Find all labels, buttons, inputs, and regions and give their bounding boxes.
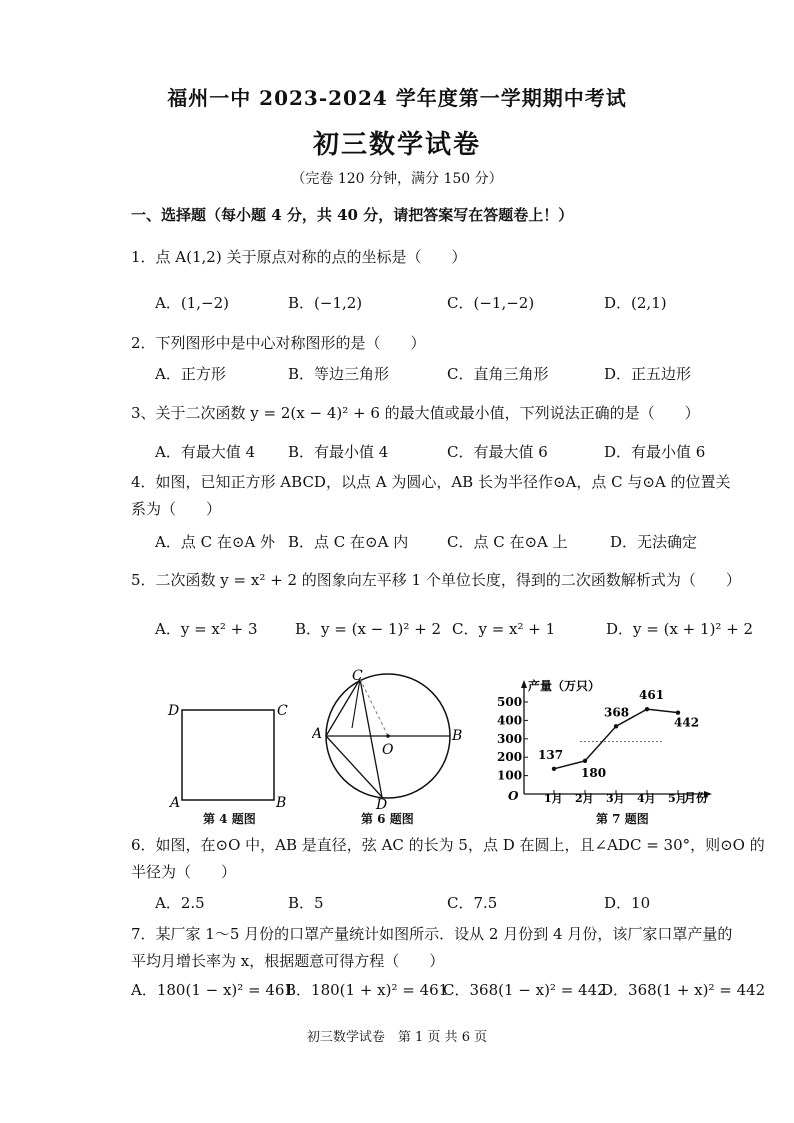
chart-origin-label: O	[508, 789, 519, 803]
fig6-label-d: D	[376, 797, 388, 811]
question-4-stem-line2: 系为（ ）	[131, 500, 222, 518]
fig4-caption: 第 4 题图	[203, 812, 256, 826]
page-footer: 初三数学试卷 第 1 页 共 6 页	[306, 1030, 488, 1045]
school-exam-title: 福州一中 2023-2024 学年度第一学期期中考试	[167, 86, 627, 110]
q4-option-c: C．点 C 在⊙A 上	[447, 533, 568, 551]
chart-data-point	[583, 759, 587, 763]
exam-subtitle: （完卷 120 分钟，满分 150 分）	[291, 171, 503, 187]
chart-data-point	[645, 707, 649, 711]
fig4-label-c: C	[277, 703, 288, 719]
fig7-caption: 第 7 题图	[596, 812, 649, 826]
chart-x-tick-label: 1月	[544, 792, 563, 805]
q5-option-b: B．y = (x − 1)² + 2	[295, 620, 442, 638]
question-6-stem-line2: 半径为（ ）	[131, 863, 237, 881]
question-7-stem-line2: 平均月增长率为 x，根据题意可得方程（ ）	[131, 952, 445, 970]
chart-data-point	[614, 724, 618, 728]
question-5-stem: 5．二次函数 y = x² + 2 的图象向左平移 1 个单位长度，得到的二次函数解析式为（ ）	[131, 571, 741, 589]
q6-option-b: B．5	[288, 894, 324, 912]
figure-4-square	[165, 695, 295, 815]
question-7-stem-line1: 7．某厂家 1～5 月份的口罩产量统计如图所示．设从 2 月份到 4 月份，该厂家口罩产量的	[131, 925, 733, 943]
chart-data-label: 180	[581, 765, 607, 780]
q3-option-b: B．有最小值 4	[288, 443, 389, 461]
figure-7-line-chart	[488, 672, 720, 810]
q5-option-d: D．y = (x + 1)² + 2	[606, 620, 754, 638]
q2-option-c: C．直角三角形	[447, 365, 549, 383]
chart-x-tick-label: 3月	[606, 792, 625, 805]
chart-y-tick-label: 500	[497, 695, 523, 709]
q1-option-a: A．(1,−2)	[155, 294, 229, 312]
fig6-label-o: O	[382, 742, 394, 758]
chart-y-tick-label: 300	[497, 731, 523, 746]
chart-data-point	[552, 767, 556, 771]
q6-option-d: D．10	[604, 894, 651, 912]
chord-cd	[360, 679, 382, 797]
fig6-label-b: B	[452, 728, 463, 744]
fig6-caption: 第 6 题图	[361, 812, 414, 826]
chart-y-tick-label: 200	[497, 750, 523, 765]
q4-option-a: A．点 C 在⊙A 外	[155, 533, 276, 551]
q3-option-a: A．有最大值 4	[155, 443, 256, 461]
section-heading: 一、选择题（每小题 4 分，共 40 分，请把答案写在答题卷上！）	[131, 206, 574, 224]
q5-option-a: A．y = x² + 3	[155, 620, 258, 638]
fig4-label-a: A	[170, 795, 181, 811]
q2-option-a: A．正方形	[155, 365, 226, 383]
q2-option-b: B．等边三角形	[288, 365, 390, 383]
q1-option-b: B．(−1,2)	[288, 294, 363, 312]
q7-option-b: B．180(1 + x)² = 461	[285, 981, 449, 999]
chart-data-point	[676, 710, 680, 714]
dashed-co	[360, 679, 388, 736]
exam-title: 初三数学试卷	[312, 130, 481, 160]
q2-option-d: D．正五边形	[604, 365, 692, 383]
chart-data-label: 137	[538, 747, 564, 762]
q1-option-d: D．(2,1)	[604, 294, 667, 312]
q7-option-c: C．368(1 − x)² = 442	[443, 981, 607, 999]
q5-option-c: C．y = x² + 1	[452, 620, 556, 638]
chart-x-label: 月份	[684, 791, 709, 805]
chart-y-axis-arrow	[521, 680, 527, 688]
q6-option-a: A．2.5	[155, 894, 205, 912]
question-2-stem: 2．下列图形中是中心对称图形的是（ ）	[131, 334, 426, 352]
fig4-label-d: D	[168, 703, 180, 719]
square-abcd	[182, 710, 274, 800]
q1-option-c: C．(−1,−2)	[447, 294, 535, 312]
chart-data-label: 442	[674, 715, 700, 730]
q7-option-d: D．368(1 + x)² = 442	[601, 981, 766, 999]
q6-option-c: C．7.5	[447, 894, 498, 912]
chart-y-tick-label: 100	[497, 768, 523, 783]
q4-option-d: D．无法确定	[610, 533, 698, 551]
q3-option-c: C．有最大值 6	[447, 443, 548, 461]
question-3-stem: 3、关于二次函数 y = 2(x − 4)² + 6 的最大值或最小值，下列说法正确的是（ ）	[131, 404, 700, 422]
center-point-o	[386, 734, 390, 738]
q7-option-a: A．180(1 − x)² = 461	[131, 981, 295, 999]
figure-6-circle	[312, 666, 472, 811]
chart-x-tick-label: 4月	[637, 792, 656, 805]
question-1-stem: 1．点 A(1,2) 关于原点对称的点的坐标是（ ）	[131, 248, 467, 266]
chart-y-label: 产量（万只）	[528, 679, 601, 693]
chart-x-tick-label: 2月	[575, 792, 594, 805]
question-6-stem-line1: 6．如图，在⊙O 中，AB 是直径，弦 AC 的长为 5，点 D 在圆上，且∠ADC = 30°，则⊙O 的	[131, 836, 765, 854]
fig6-label-a: A	[312, 726, 323, 742]
q4-option-b: B．点 C 在⊙A 内	[288, 533, 409, 551]
chart-y-tick-label: 400	[497, 713, 523, 728]
chart-data-label: 368	[604, 705, 630, 720]
chart-x-tick-label: 5月	[668, 792, 687, 805]
fig4-label-b: B	[276, 795, 287, 811]
question-4-stem-line1: 4．如图，已知正方形 ABCD，以点 A 为圆心，AB 长为半径作⊙A，点 C 与⊙A 的位置关	[131, 473, 731, 491]
q3-option-d: D．有最小值 6	[604, 443, 706, 461]
fig6-label-c: C	[352, 668, 363, 684]
chart-data-label: 461	[639, 688, 665, 703]
